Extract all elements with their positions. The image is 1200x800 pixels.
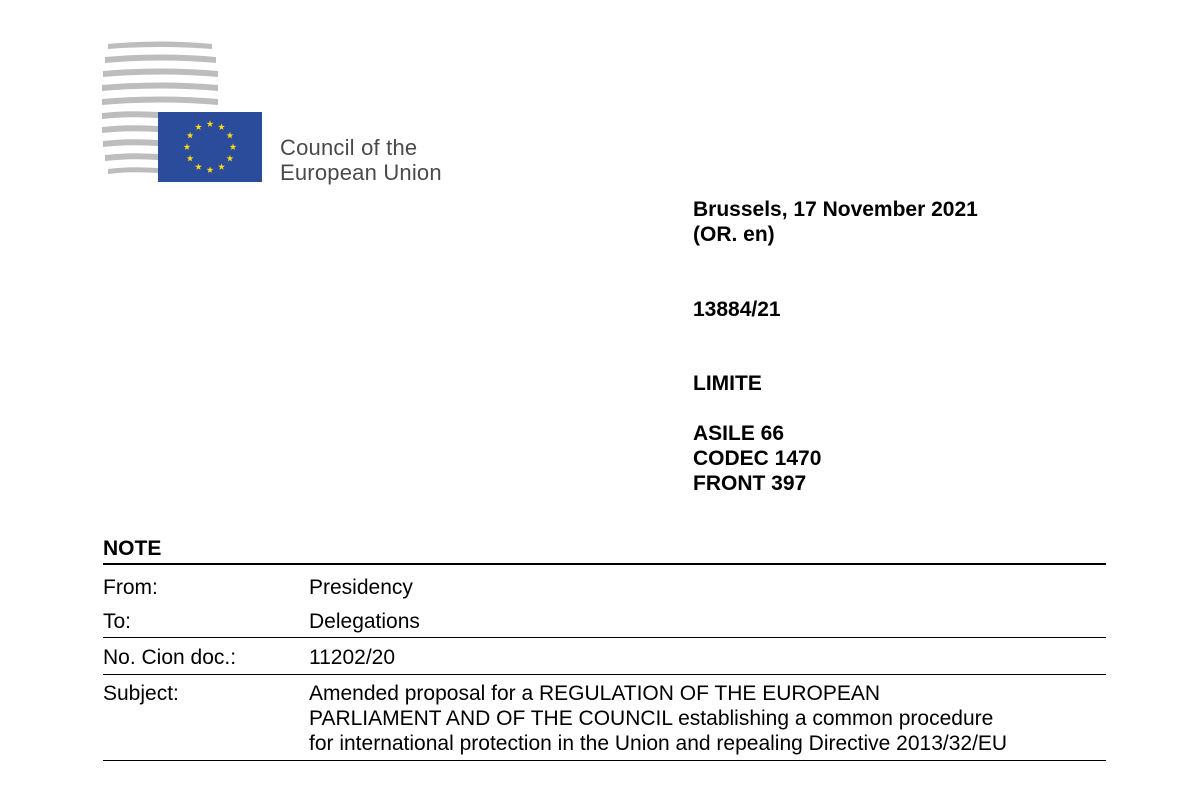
classification-label: LIMITE [693, 372, 762, 395]
council-logo [100, 40, 500, 190]
subject-line: Amended proposal for a REGULATION OF THE EUROPEAN [309, 682, 881, 705]
subject-value [309, 681, 1106, 756]
eu-flag-icon [158, 112, 262, 182]
note-row-subject [103, 675, 1106, 761]
note-title: NOTE [103, 536, 1106, 565]
from-value: Presidency [309, 576, 413, 599]
original-language: (OR. en) [693, 223, 775, 246]
note-row-to [103, 601, 1106, 638]
note-row-from [103, 565, 1106, 601]
to-label: To: [103, 610, 132, 633]
cion-doc-value: 11202/20 [309, 646, 396, 669]
note-row-cion-doc [103, 638, 1106, 675]
org-name-line1: Council of the [280, 135, 418, 160]
code-asile: ASILE 66 [693, 422, 785, 445]
cion-doc-label: No. Cion doc.: [103, 646, 237, 669]
org-name-line2: European Union [280, 160, 442, 185]
subject-label: Subject: [103, 682, 179, 705]
code-codec: CODEC 1470 [693, 447, 822, 470]
date-line: Brussels, 17 November 2021 [693, 198, 978, 221]
subject-line: for international protection in the Union and repealing Directive 2013/32/EU [309, 732, 1008, 755]
document-number: 13884/21 [693, 298, 781, 321]
organization-name [280, 135, 442, 185]
from-label: From: [103, 576, 158, 599]
document-codes [693, 421, 821, 496]
to-value: Delegations [309, 610, 420, 633]
subject-line: PARLIAMENT AND OF THE COUNCIL establishing a common procedure [309, 707, 994, 730]
note-table [103, 536, 1106, 761]
date-block [693, 197, 978, 247]
code-front: FRONT 397 [693, 472, 807, 495]
